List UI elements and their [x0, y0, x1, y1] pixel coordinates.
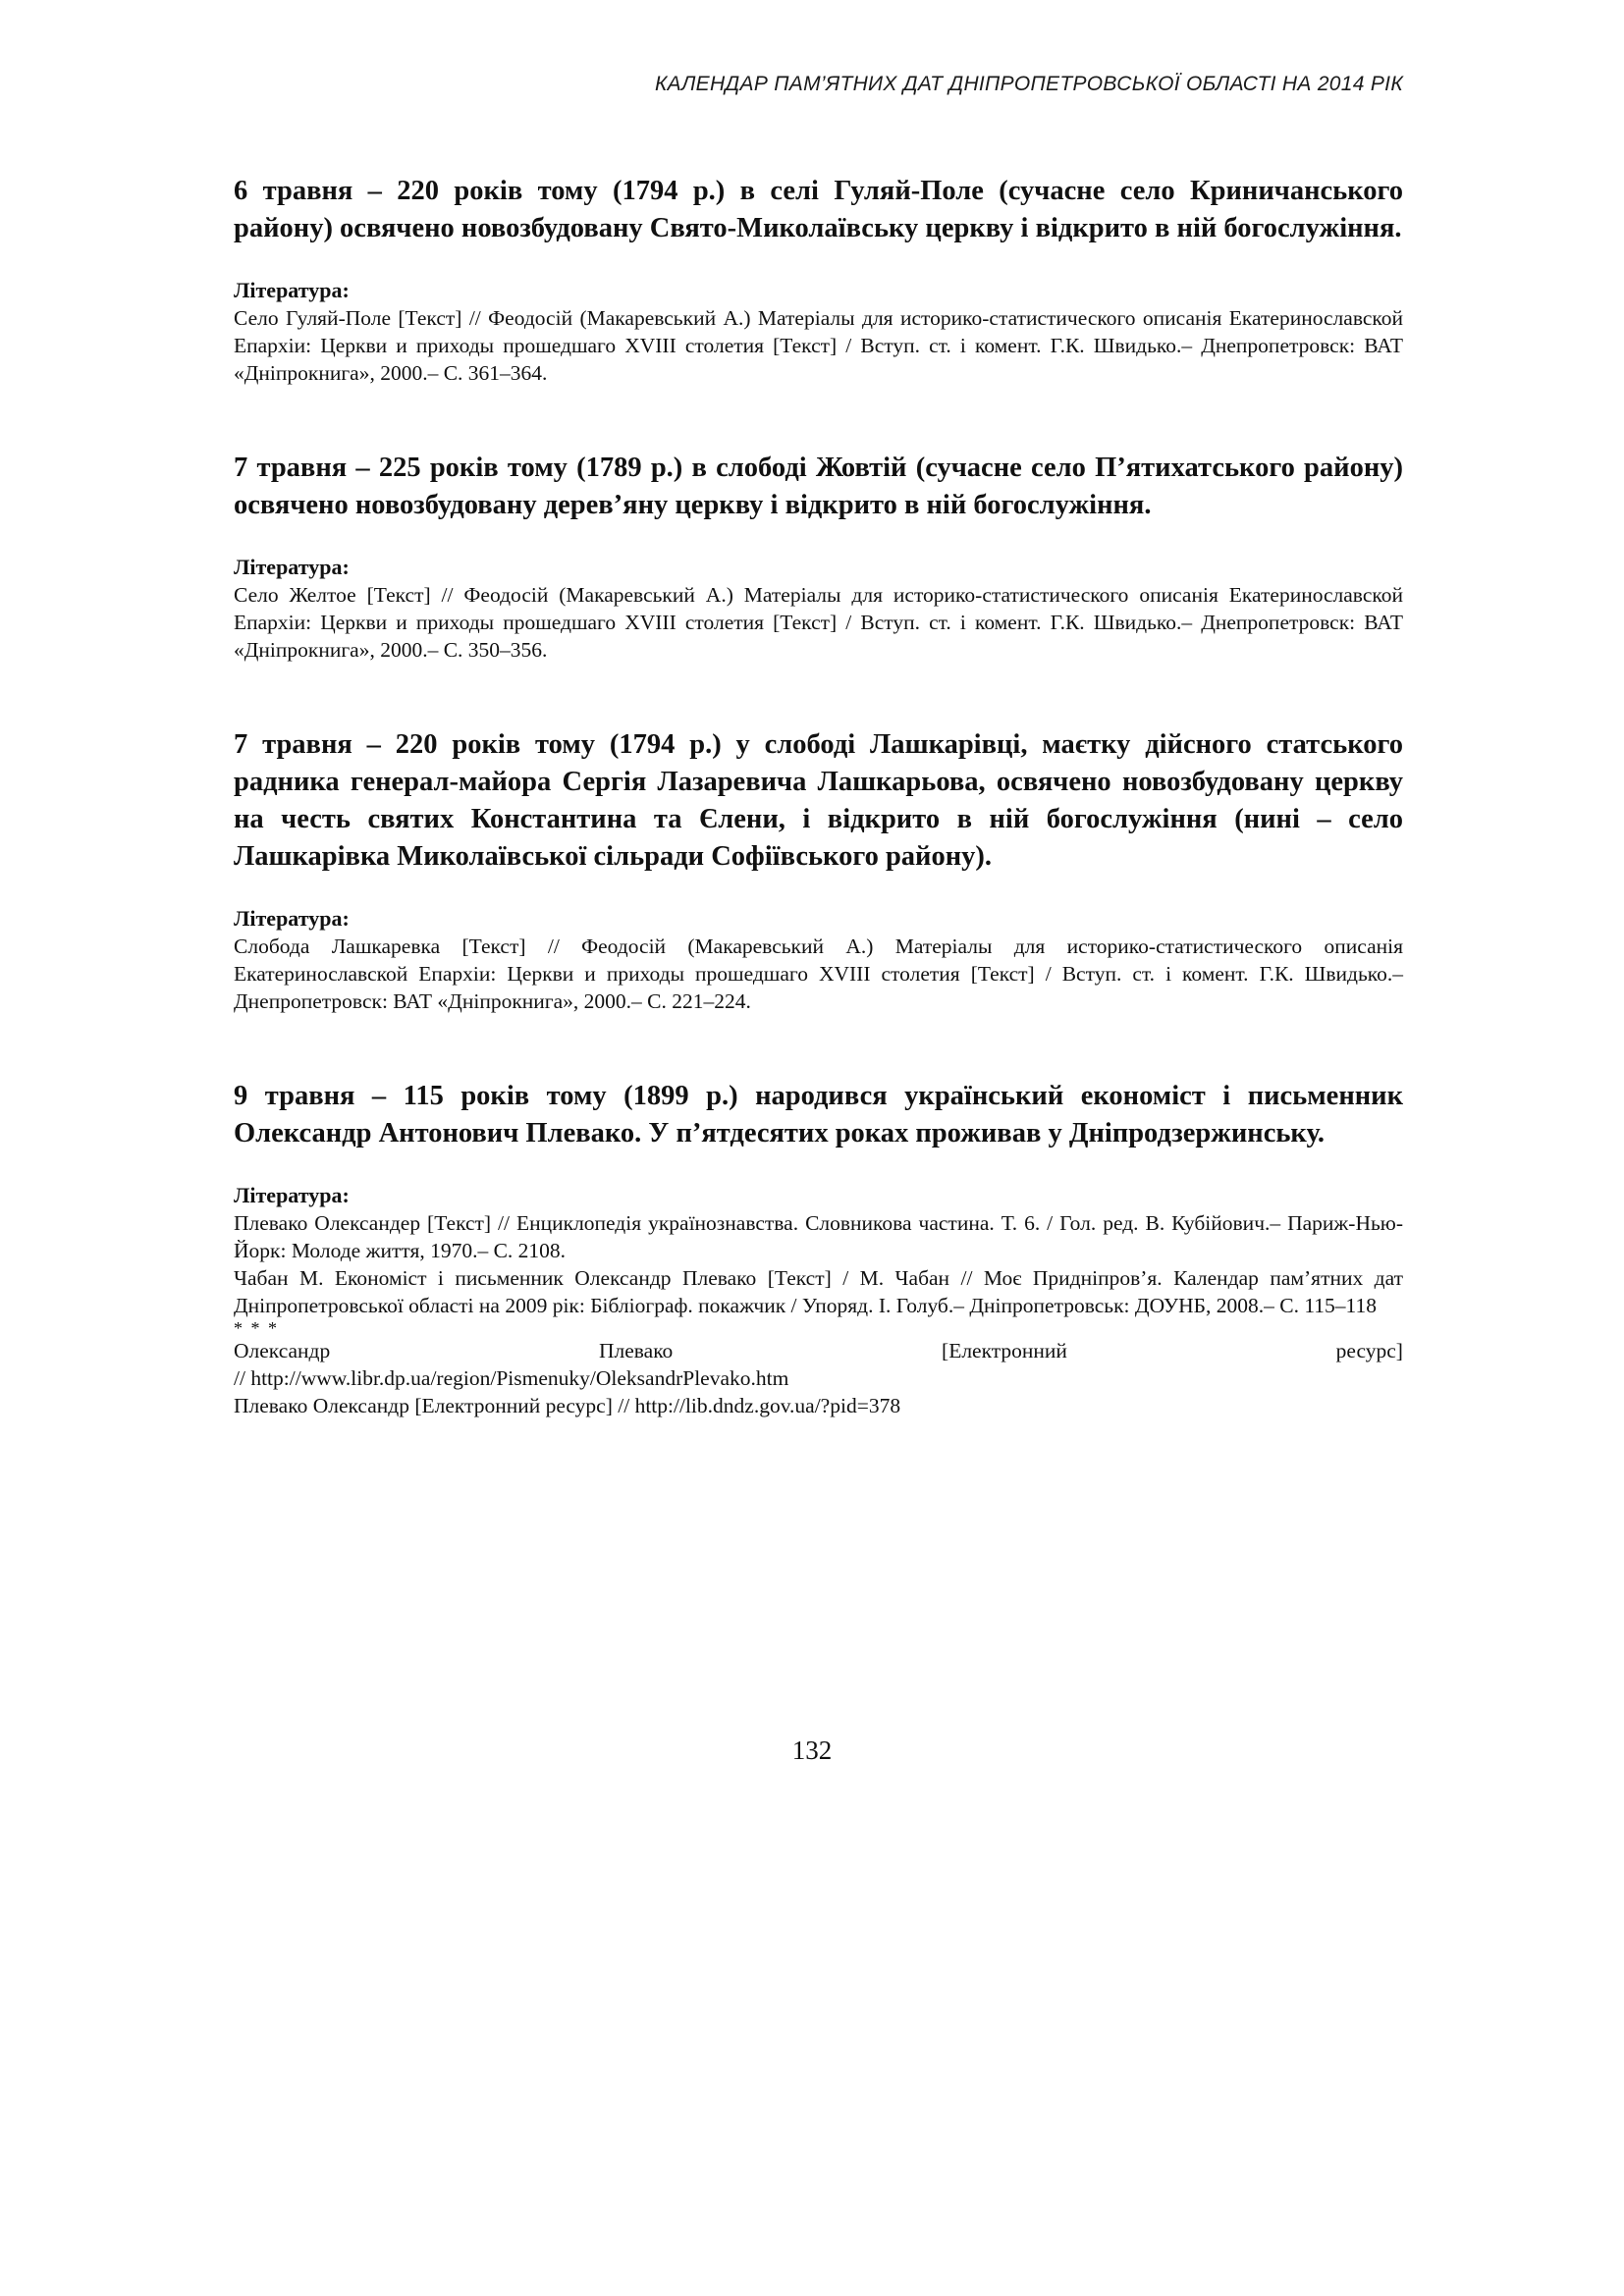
running-header: КАЛЕНДАР ПАМ’ЯТНИХ ДАТ ДНІПРОПЕТРОВСЬКОЇ ОБЛАСТІ НА 2014 РІК [654, 73, 1403, 95]
page-content [234, 173, 1403, 1419]
literature-block [234, 277, 1403, 387]
date-entry [234, 1078, 1403, 1419]
resource-word: Олександр [234, 1339, 331, 1362]
entry-title: 7 травня – 220 років тому (1794 р.) у слободі Лашкарівці, маєтку дійсного статського радника генерал-майора Сергія Лазаревича Лашкарьова, освячено новозбудовану церкву на честь святих Константина та Єлени, і відкрито в ній богослужіння (нині – село Лашкарівка Миколаївської сільради Софіївського району). [234, 729, 1403, 872]
entry-title: 6 травня – 220 років тому (1794 р.) в селі Гуляй-Поле (сучасне село Криничанського району) освячено новозбудовану Свято-Миколаївську церкву і відкрито в ній богослужіння. [234, 176, 1403, 243]
literature-heading: Література: [234, 555, 350, 579]
literature-block [234, 1182, 1403, 1419]
date-entry [234, 726, 1403, 1015]
literature-item: Плевако Олександер [Текст] // Енциклопедія українознавства. Словникова частина. Т. 6. / Гол. ред. В. Кубійович.– Париж-Нью-Йорк: Молоде життя, 1970.– С. 2108. [234, 1211, 1403, 1262]
literature-item: Село Гуляй-Поле [Текст] // Феодосій (Макаревський А.) Матеріалы для историко-статистического описанія Екатеринославской Епархіи: Церкви и приходы прошедшаго XVIII столетия [Текст] / Вступ. ст. і комент. Г.К. Швидько.– Днепропетровск: ВАТ «Дніпрокнига», 2000.– С. 361–364. [234, 306, 1403, 385]
resource-word: ресурс] [1335, 1339, 1403, 1362]
resource-word: [Електронний [942, 1339, 1067, 1362]
section-separator: * * * [234, 1318, 279, 1338]
online-resource-link[interactable]: Плевако Олександр [Електронний ресурс] // http://lib.dndz.gov.ua/?pid=378 [234, 1394, 901, 1417]
literature-item: Слобода Лашкаревка [Текст] // Феодосій (Макаревський А.) Матеріалы для историко-статистического описанія Екатеринославской Епархіи: Церкви и приходы прошедшаго XVIII столетия [Текст] / Вступ. ст. і комент. Г.К. Швидько.– Днепропетровск: ВАТ «Дніпрокнига», 2000.– С. 221–224. [234, 934, 1403, 1013]
resource-word: Плевако [598, 1339, 674, 1362]
entry-title: 9 травня – 115 років тому (1899 р.) народився український економіст і письменник Олександр Антонович Плевако. У п’ятдесятих роках проживав у Дніпродзержинську. [234, 1081, 1403, 1148]
online-resource-title [234, 1337, 1403, 1364]
date-entry [234, 173, 1403, 387]
online-resource-url[interactable]: // http://www.libr.dp.ua/region/Pismenuky/OleksandrPlevako.htm [234, 1366, 789, 1390]
literature-block [234, 905, 1403, 1015]
literature-heading: Література: [234, 906, 350, 931]
entry-title: 7 травня – 225 років тому (1789 р.) в слободі Жовтій (сучасне село П’ятихатського району) освячено новозбудовану дерев’яну церкву і відкрито в ній богослужіння. [234, 453, 1403, 520]
date-entry [234, 450, 1403, 664]
literature-heading: Література: [234, 1183, 350, 1207]
literature-item: Село Желтое [Текст] // Феодосій (Макаревський А.) Матеріалы для историко-статистического описанія Екатеринославской Епархіи: Церкви и приходы прошедшаго XVIII столетия [Текст] / Вступ. ст. і комент. Г.К. Швидько.– Днепропетровск: ВАТ «Дніпрокнига», 2000.– С. 350–356. [234, 583, 1403, 662]
literature-block [234, 554, 1403, 664]
page-number: 132 [791, 1735, 833, 1765]
literature-item: Чабан М. Економіст і письменник Олександр Плевако [Текст] / М. Чабан // Моє Придніпров’я. Календар пам’ятних дат Дніпропетровської області на 2009 рік: Бібліограф. покажчик / Упоряд. І. Голуб.– Дніпропетровськ: ДОУНБ, 2008.– С. 115–118 [234, 1266, 1403, 1317]
literature-heading: Література: [234, 278, 350, 302]
